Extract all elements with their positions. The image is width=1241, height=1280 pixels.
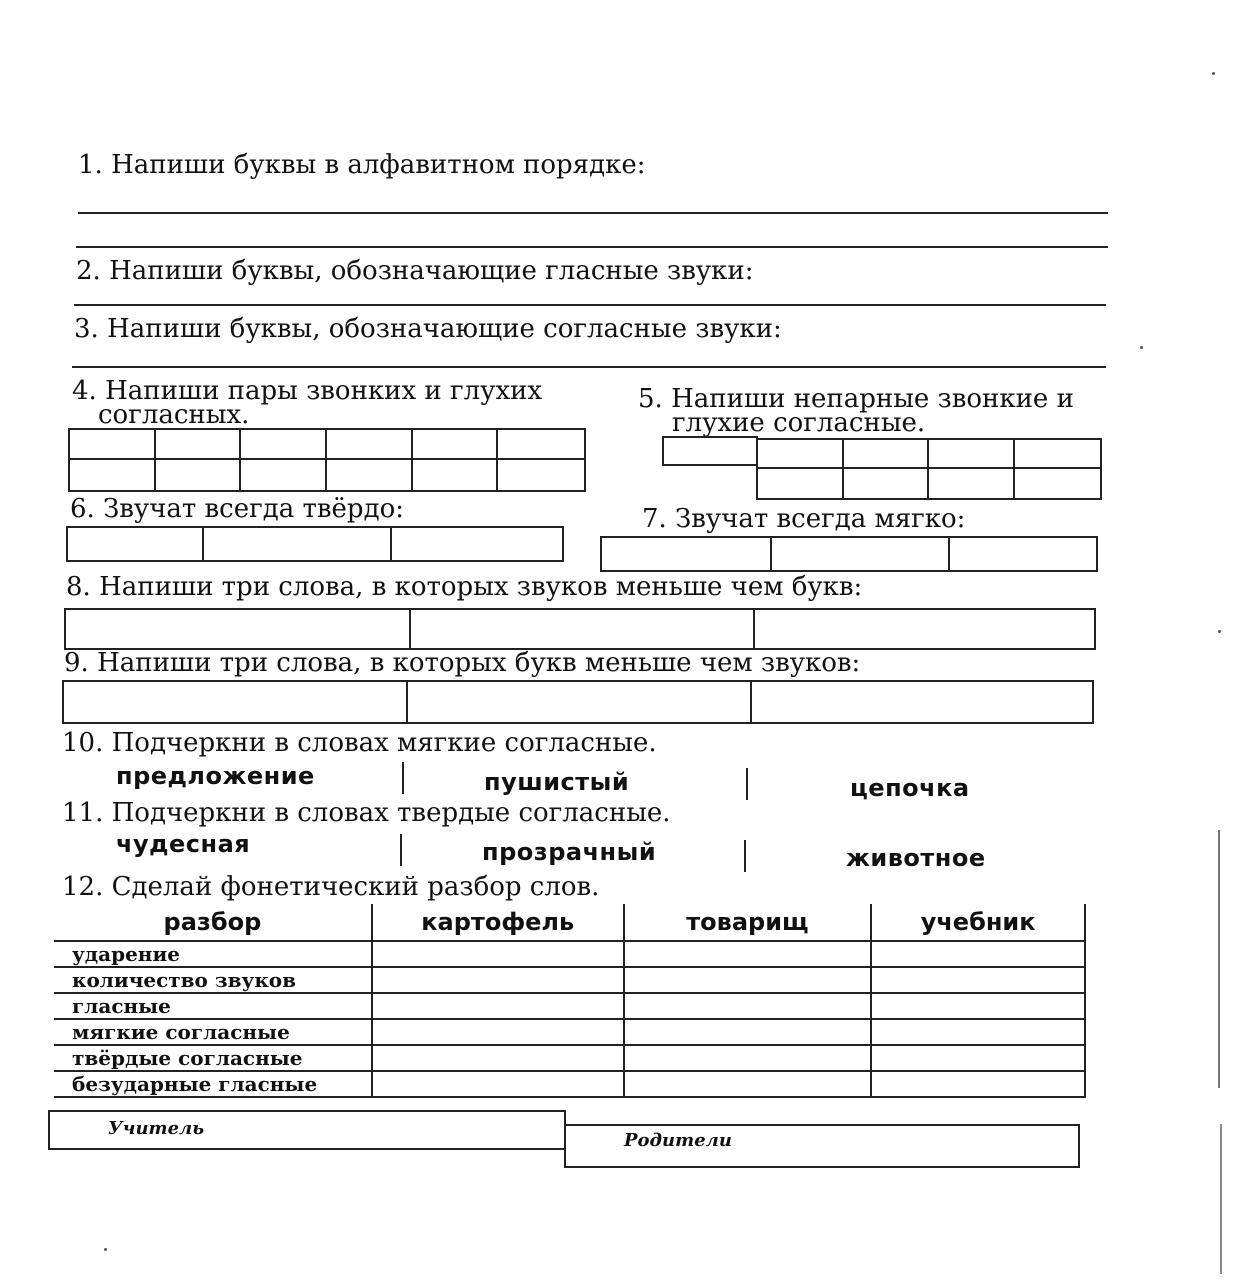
- task-11-label: 11. Подчеркни в словах твердые согласные.: [62, 798, 671, 828]
- table-row: [54, 1071, 1085, 1097]
- table-cell[interactable]: [624, 941, 872, 967]
- grid-cell[interactable]: [241, 460, 327, 490]
- grid-cell[interactable]: [758, 469, 844, 498]
- task-10-word-1[interactable]: предложение: [116, 762, 315, 790]
- grid-cell[interactable]: [929, 469, 1015, 498]
- task-10-label: 10. Подчеркни в словах мягкие согласные.: [62, 728, 657, 758]
- table-cell[interactable]: [372, 1045, 624, 1071]
- task-9-grid: [62, 680, 1094, 724]
- task-11-word-3[interactable]: животное: [846, 844, 986, 872]
- table-cell[interactable]: [372, 967, 624, 993]
- scan-speck: [104, 1248, 107, 1251]
- task-2-label: 2. Напиши буквы, обозначающие гласные звуки:: [76, 256, 754, 286]
- scan-speck: [1212, 72, 1215, 75]
- task-4-label-line-2: согласных.: [98, 400, 250, 430]
- scan-edge-line: [1218, 830, 1220, 1088]
- grid-cell[interactable]: [156, 430, 242, 460]
- grid-cell[interactable]: [844, 440, 930, 469]
- grid-cell[interactable]: [70, 430, 156, 460]
- table-cell[interactable]: [871, 1019, 1085, 1045]
- table-header-analysis: разбор: [54, 904, 372, 941]
- table-header-word-3: учебник: [871, 904, 1085, 941]
- table-cell[interactable]: [624, 1045, 872, 1071]
- table-cell[interactable]: [372, 993, 624, 1019]
- grid-cell[interactable]: [392, 528, 562, 560]
- table-cell[interactable]: [624, 993, 872, 1019]
- grid-cell[interactable]: [602, 538, 772, 570]
- table-row: [54, 993, 1085, 1019]
- grid-cell[interactable]: [498, 460, 584, 490]
- task-4-label-line-1: 4. Напиши пары звонких и глухих: [72, 376, 543, 406]
- table-cell[interactable]: [372, 941, 624, 967]
- word-separator: [402, 762, 404, 794]
- task-6-label: 6. Звучат всегда твёрдо:: [70, 494, 405, 524]
- row-label: гласные: [54, 993, 372, 1019]
- row-label: ударение: [54, 941, 372, 967]
- task-5-label-line-1: 5. Напиши непарные звонкие и: [638, 384, 1074, 414]
- table-cell[interactable]: [871, 1045, 1085, 1071]
- task-3-answer-line[interactable]: [72, 366, 1106, 368]
- task-11-word-2[interactable]: прозрачный: [482, 838, 657, 866]
- grid-cell[interactable]: [204, 528, 392, 560]
- table-row: [54, 941, 1085, 967]
- table-cell[interactable]: [372, 1019, 624, 1045]
- grid-cell[interactable]: [758, 440, 844, 469]
- task-4-pairs-grid: [68, 428, 586, 492]
- grid-cell[interactable]: [929, 440, 1015, 469]
- task-9-label: 9. Напиши три слова, в которых букв меньше чем звуков:: [64, 648, 861, 678]
- parents-signature-label: Родители: [624, 1130, 732, 1151]
- table-header-word-2: товарищ: [624, 904, 872, 941]
- task-12-label: 12. Сделай фонетический разбор слов.: [62, 872, 600, 902]
- table-row: [54, 1019, 1085, 1045]
- task-6-grid: [66, 526, 564, 562]
- task-10-word-3[interactable]: цепочка: [850, 774, 970, 802]
- table-cell[interactable]: [624, 967, 872, 993]
- grid-cell[interactable]: [413, 460, 499, 490]
- grid-cell[interactable]: [844, 469, 930, 498]
- task-10-word-2[interactable]: пушистый: [484, 768, 630, 796]
- task-5-label-line-2: глухие согласные.: [672, 408, 926, 438]
- task-7-label: 7. Звучат всегда мягко:: [642, 504, 966, 534]
- word-separator: [400, 834, 402, 866]
- task-8-grid: [64, 608, 1096, 650]
- table-cell[interactable]: [624, 1019, 872, 1045]
- row-label: безударные гласные: [54, 1071, 372, 1097]
- table-cell[interactable]: [871, 967, 1085, 993]
- task-2-answer-line[interactable]: [74, 304, 1106, 306]
- task-11-word-1[interactable]: чудесная: [116, 830, 251, 858]
- grid-cell[interactable]: [241, 430, 327, 460]
- task-1-label: 1. Напиши буквы в алфавитном порядке:: [78, 150, 646, 180]
- scan-speck: [1218, 630, 1221, 633]
- table-cell[interactable]: [372, 1071, 624, 1097]
- scan-edge-line: [1220, 1124, 1222, 1274]
- word-separator: [746, 768, 748, 800]
- task-7-grid: [600, 536, 1098, 572]
- task-3-label: 3. Напиши буквы, обозначающие согласные звуки:: [74, 314, 782, 344]
- grid-cell[interactable]: [498, 430, 584, 460]
- table-cell[interactable]: [871, 941, 1085, 967]
- grid-cell[interactable]: [156, 460, 242, 490]
- row-label: твёрдые согласные: [54, 1045, 372, 1071]
- grid-cell[interactable]: [327, 430, 413, 460]
- grid-cell[interactable]: [1015, 440, 1101, 469]
- row-label: мягкие согласные: [54, 1019, 372, 1045]
- grid-cell[interactable]: [413, 430, 499, 460]
- grid-cell[interactable]: [755, 610, 1094, 648]
- grid-cell[interactable]: [411, 610, 755, 648]
- grid-cell[interactable]: [408, 682, 752, 722]
- table-cell[interactable]: [871, 993, 1085, 1019]
- phonetic-analysis-table: [54, 904, 1086, 1098]
- table-cell[interactable]: [624, 1071, 872, 1097]
- grid-cell[interactable]: [752, 682, 1092, 722]
- scan-speck: [1140, 346, 1143, 349]
- task-1-answer-line-1[interactable]: [78, 212, 1108, 214]
- task-8-label: 8. Напиши три слова, в которых звуков меньше чем букв:: [66, 572, 863, 602]
- grid-cell[interactable]: [64, 682, 408, 722]
- grid-cell[interactable]: [68, 528, 204, 560]
- task-1-answer-line-2[interactable]: [76, 246, 1108, 248]
- grid-cell[interactable]: [327, 460, 413, 490]
- grid-cell[interactable]: [70, 460, 156, 490]
- grid-cell[interactable]: [772, 538, 950, 570]
- row-label: количество звуков: [54, 967, 372, 993]
- task-5-grid: [756, 438, 1102, 500]
- grid-cell[interactable]: [1015, 469, 1101, 498]
- grid-cell[interactable]: [950, 538, 1096, 570]
- table-header-word-1: картофель: [372, 904, 624, 941]
- word-separator: [744, 840, 746, 872]
- table-row: [54, 967, 1085, 993]
- table-row: [54, 1045, 1085, 1071]
- grid-cell[interactable]: [66, 610, 411, 648]
- table-cell[interactable]: [871, 1071, 1085, 1097]
- task-5-grid-left[interactable]: [662, 436, 758, 466]
- teacher-signature-label: Учитель: [108, 1118, 205, 1139]
